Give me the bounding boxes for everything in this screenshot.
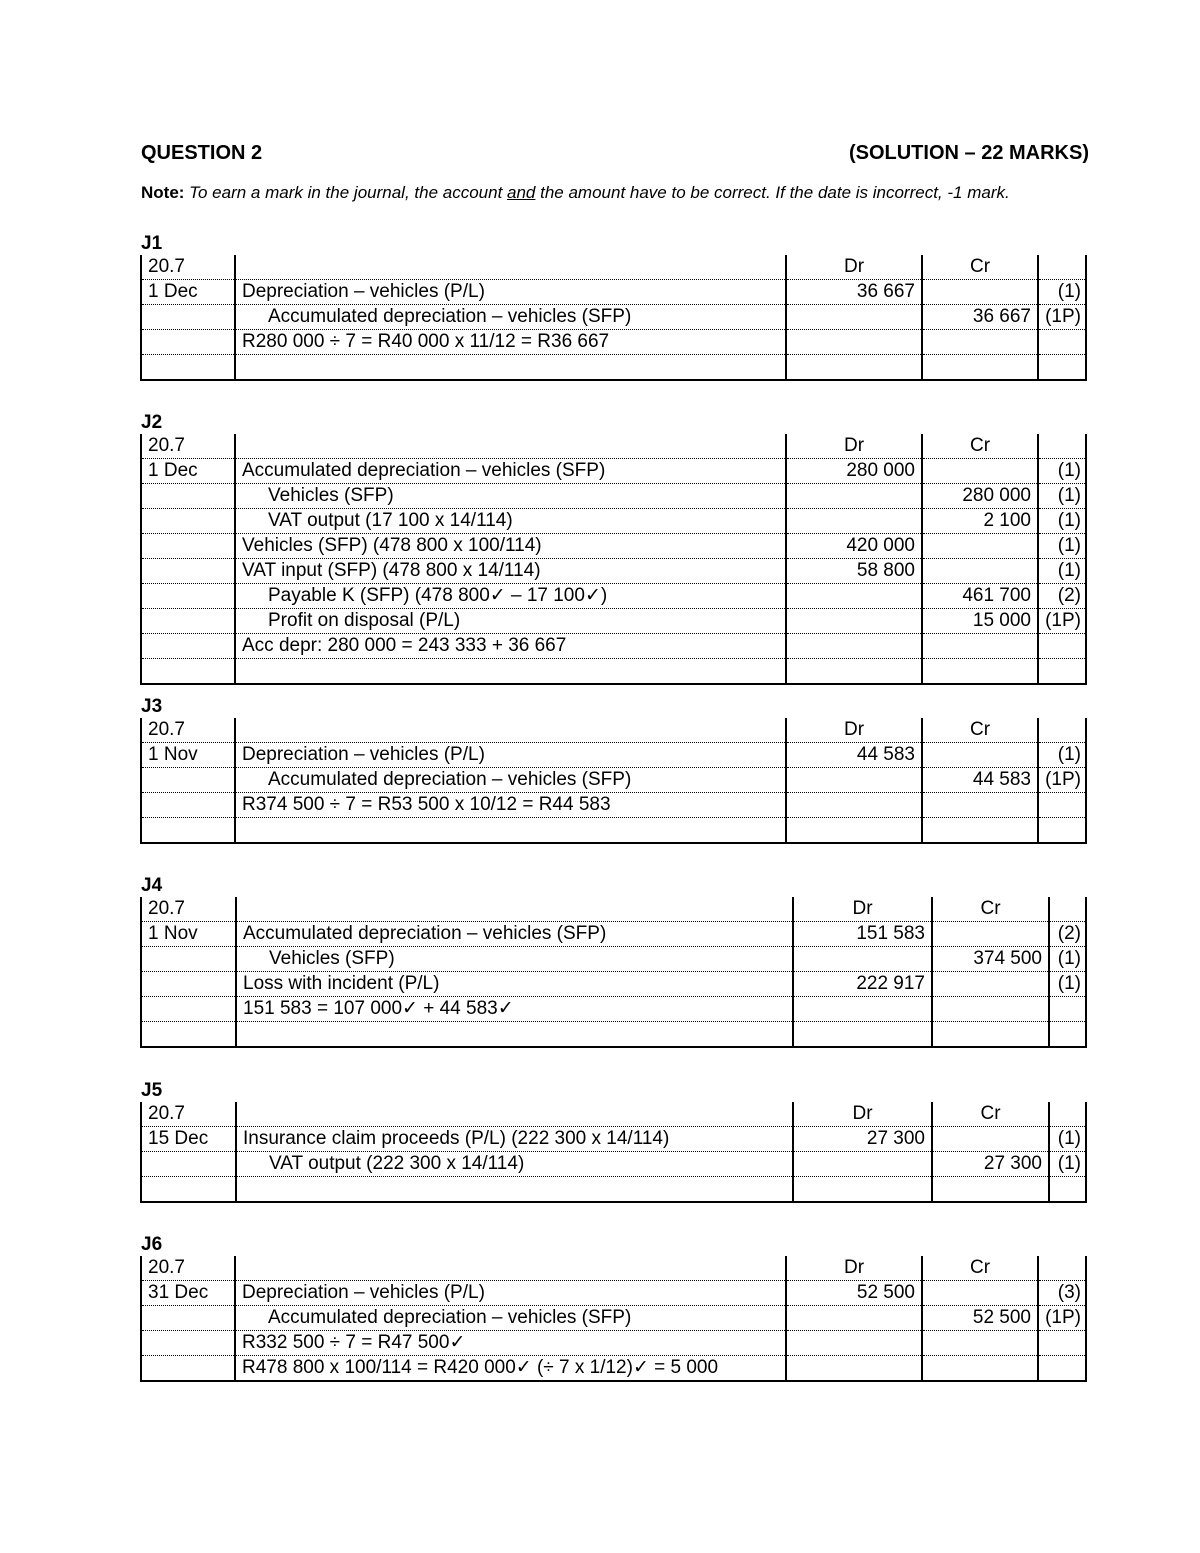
journal-row <box>141 947 1086 972</box>
entry-mark: (1) <box>1038 559 1086 584</box>
description-header <box>236 897 793 922</box>
entry-description: VAT output (222 300 x 14/114) <box>236 1152 793 1177</box>
debit-amount <box>786 509 922 534</box>
credit-amount <box>922 280 1038 305</box>
credit-amount <box>922 330 1038 355</box>
credit-amount <box>922 559 1038 584</box>
credit-amount <box>922 459 1038 484</box>
entry-mark <box>1038 659 1086 685</box>
debit-amount <box>786 793 922 818</box>
journal-label-j6: J6 <box>141 1234 163 1255</box>
credit-header: Cr <box>922 434 1038 459</box>
year-header: 20.7 <box>141 1102 236 1127</box>
entry-mark <box>1049 1177 1086 1203</box>
entry-date <box>141 972 236 997</box>
journal-header-row <box>141 1102 1086 1127</box>
entry-description: Accumulated depreciation – vehicles (SFP) <box>235 459 786 484</box>
debit-amount <box>786 584 922 609</box>
debit-amount <box>793 997 932 1022</box>
journal-table-j1 <box>140 255 1087 381</box>
credit-amount: 27 300 <box>932 1152 1049 1177</box>
entry-mark: (1) <box>1038 459 1086 484</box>
credit-header: Cr <box>932 1102 1049 1127</box>
entry-date <box>141 484 235 509</box>
marking-note <box>141 181 1086 205</box>
debit-amount: 420 000 <box>786 534 922 559</box>
entry-description: Vehicles (SFP) (478 800 x 100/114) <box>235 534 786 559</box>
note-underlined: and <box>507 183 536 202</box>
credit-header: Cr <box>922 718 1038 743</box>
journal-row <box>141 1331 1086 1356</box>
marks-header <box>1038 434 1086 459</box>
note-text-after: the amount have to be correct. If the date is incorrect, -1 mark. <box>535 183 1010 202</box>
entry-date <box>141 330 235 355</box>
entry-date: 31 Dec <box>141 1281 235 1306</box>
entry-mark: (1) <box>1049 972 1086 997</box>
year-header: 20.7 <box>141 718 235 743</box>
debit-amount: 222 917 <box>793 972 932 997</box>
note-text-before: To earn a mark in the journal, the account <box>184 183 508 202</box>
journal-header-row <box>141 1256 1086 1281</box>
journal-row <box>141 1152 1086 1177</box>
journal-label-j3: J3 <box>141 696 163 717</box>
debit-amount <box>793 947 932 972</box>
journal-row <box>141 355 1086 381</box>
entry-date <box>141 768 235 793</box>
journal-row <box>141 768 1086 793</box>
debit-header: Dr <box>793 897 932 922</box>
entry-mark <box>1038 330 1086 355</box>
journal-label-j5: J5 <box>141 1080 163 1101</box>
journal-table-j4 <box>140 897 1087 1048</box>
credit-amount <box>932 997 1049 1022</box>
credit-amount <box>932 1177 1049 1203</box>
note-label: Note: <box>141 183 185 202</box>
question-title: QUESTION 2 <box>141 142 263 164</box>
journal-row <box>141 584 1086 609</box>
entry-date <box>141 634 235 659</box>
journal-row <box>141 1177 1086 1203</box>
marks-header <box>1038 1256 1086 1281</box>
debit-amount <box>786 609 922 634</box>
credit-amount <box>922 634 1038 659</box>
entry-mark: (1) <box>1038 534 1086 559</box>
journal-row <box>141 330 1086 355</box>
entry-mark <box>1038 634 1086 659</box>
credit-amount <box>932 972 1049 997</box>
debit-amount <box>786 484 922 509</box>
entry-date <box>141 1152 236 1177</box>
year-header: 20.7 <box>141 434 235 459</box>
journal-row <box>141 459 1086 484</box>
entry-mark: (2) <box>1049 922 1086 947</box>
credit-amount: 280 000 <box>922 484 1038 509</box>
credit-amount <box>922 1356 1038 1382</box>
debit-amount <box>786 818 922 844</box>
entry-date: 1 Nov <box>141 922 236 947</box>
credit-amount <box>922 743 1038 768</box>
entry-mark: (1P) <box>1038 305 1086 330</box>
journal-header-row <box>141 897 1086 922</box>
entry-mark <box>1049 1022 1086 1048</box>
debit-amount <box>793 1177 932 1203</box>
credit-amount <box>932 1127 1049 1152</box>
journal-row <box>141 634 1086 659</box>
entry-date <box>141 793 235 818</box>
debit-amount <box>786 768 922 793</box>
debit-amount <box>786 1306 922 1331</box>
year-header: 20.7 <box>141 255 235 280</box>
entry-date <box>141 559 235 584</box>
entry-date <box>141 355 235 381</box>
entry-date <box>141 947 236 972</box>
entry-description: Loss with incident (P/L) <box>236 972 793 997</box>
journal-row <box>141 818 1086 844</box>
description-header <box>235 255 786 280</box>
debit-header: Dr <box>786 1256 922 1281</box>
debit-amount <box>793 1152 932 1177</box>
entry-date <box>141 659 235 685</box>
entry-mark <box>1038 793 1086 818</box>
entry-description <box>235 355 786 381</box>
entry-description: R332 500 ÷ 7 = R47 500✓ <box>235 1331 786 1356</box>
entry-mark: (1) <box>1049 947 1086 972</box>
entry-description: R478 800 x 100/114 = R420 000✓ (÷ 7 x 1/12)✓ = 5 000 <box>235 1356 786 1382</box>
journal-row <box>141 559 1086 584</box>
entry-mark <box>1038 1356 1086 1382</box>
debit-amount <box>786 1331 922 1356</box>
marks-header <box>1049 897 1086 922</box>
journal-label-j2: J2 <box>141 412 163 433</box>
entry-date <box>141 534 235 559</box>
entry-description: Acc depr: 280 000 = 243 333 + 36 667 <box>235 634 786 659</box>
credit-amount: 36 667 <box>922 305 1038 330</box>
entry-mark: (1P) <box>1038 609 1086 634</box>
credit-amount <box>922 355 1038 381</box>
credit-amount <box>922 818 1038 844</box>
debit-amount: 151 583 <box>793 922 932 947</box>
debit-amount: 36 667 <box>786 280 922 305</box>
entry-description: VAT input (SFP) (478 800 x 14/114) <box>235 559 786 584</box>
entry-date <box>141 997 236 1022</box>
entry-date <box>141 305 235 330</box>
debit-amount: 52 500 <box>786 1281 922 1306</box>
journal-row <box>141 743 1086 768</box>
entry-mark: (1) <box>1038 280 1086 305</box>
entry-description: R374 500 ÷ 7 = R53 500 x 10/12 = R44 583 <box>235 793 786 818</box>
entry-description: Profit on disposal (P/L) <box>235 609 786 634</box>
journal-header-row <box>141 718 1086 743</box>
entry-mark: (1) <box>1038 484 1086 509</box>
entry-description: Depreciation – vehicles (P/L) <box>235 280 786 305</box>
entry-mark <box>1038 818 1086 844</box>
entry-date: 1 Dec <box>141 459 235 484</box>
entry-description: Insurance claim proceeds (P/L) (222 300 x 14/114) <box>236 1127 793 1152</box>
journal-table-j2 <box>140 434 1087 685</box>
debit-amount: 44 583 <box>786 743 922 768</box>
journal-row <box>141 1356 1086 1382</box>
entry-date <box>141 584 235 609</box>
entry-date <box>141 1356 235 1382</box>
entry-date: 15 Dec <box>141 1127 236 1152</box>
journal-header-row <box>141 255 1086 280</box>
debit-header: Dr <box>786 255 922 280</box>
entry-description: Vehicles (SFP) <box>236 947 793 972</box>
journal-label-j1: J1 <box>141 233 163 254</box>
entry-description: Accumulated depreciation – vehicles (SFP) <box>235 768 786 793</box>
marks-header <box>1049 1102 1086 1127</box>
credit-header: Cr <box>922 255 1038 280</box>
journal-row <box>141 1022 1086 1048</box>
entry-mark <box>1038 355 1086 381</box>
credit-amount <box>922 534 1038 559</box>
journal-row <box>141 280 1086 305</box>
entry-description: Payable K (SFP) (478 800✓ – 17 100✓) <box>235 584 786 609</box>
credit-amount <box>922 659 1038 685</box>
entry-description <box>236 1177 793 1203</box>
year-header: 20.7 <box>141 897 236 922</box>
entry-date <box>141 1331 235 1356</box>
marks-header <box>1038 255 1086 280</box>
debit-amount: 58 800 <box>786 559 922 584</box>
debit-header: Dr <box>786 434 922 459</box>
description-header <box>235 718 786 743</box>
journal-row <box>141 922 1086 947</box>
credit-amount: 15 000 <box>922 609 1038 634</box>
journal-row <box>141 534 1086 559</box>
credit-amount <box>932 922 1049 947</box>
entry-description: Depreciation – vehicles (P/L) <box>235 1281 786 1306</box>
entry-date <box>141 1022 236 1048</box>
entry-description: Vehicles (SFP) <box>235 484 786 509</box>
journal-row <box>141 484 1086 509</box>
entry-description <box>235 818 786 844</box>
journal-row <box>141 609 1086 634</box>
entry-mark: (1) <box>1038 509 1086 534</box>
journal-row <box>141 1127 1086 1152</box>
journal-row <box>141 1281 1086 1306</box>
journal-table-j5 <box>140 1102 1087 1203</box>
debit-amount <box>786 330 922 355</box>
credit-amount <box>932 1022 1049 1048</box>
journal-row <box>141 972 1086 997</box>
journal-row <box>141 997 1086 1022</box>
debit-header: Dr <box>786 718 922 743</box>
entry-mark: (1P) <box>1038 1306 1086 1331</box>
debit-amount: 27 300 <box>793 1127 932 1152</box>
debit-amount: 280 000 <box>786 459 922 484</box>
entry-mark: (1) <box>1038 743 1086 768</box>
entry-date <box>141 1177 236 1203</box>
entry-date: 1 Nov <box>141 743 235 768</box>
debit-amount <box>786 659 922 685</box>
entry-mark: (2) <box>1038 584 1086 609</box>
entry-description: R280 000 ÷ 7 = R40 000 x 11/12 = R36 667 <box>235 330 786 355</box>
marks-header <box>1038 718 1086 743</box>
debit-header: Dr <box>793 1102 932 1127</box>
description-header <box>235 1256 786 1281</box>
journal-label-j4: J4 <box>141 875 163 896</box>
entry-date <box>141 509 235 534</box>
entry-description: Accumulated depreciation – vehicles (SFP) <box>236 922 793 947</box>
entry-description <box>236 1022 793 1048</box>
entry-description: Depreciation – vehicles (P/L) <box>235 743 786 768</box>
solution-marks: (SOLUTION – 22 MARKS) <box>848 142 1089 164</box>
entry-description: 151 583 = 107 000✓ + 44 583✓ <box>236 997 793 1022</box>
credit-amount: 461 700 <box>922 584 1038 609</box>
entry-mark: (1P) <box>1038 768 1086 793</box>
debit-amount <box>786 634 922 659</box>
entry-date <box>141 818 235 844</box>
credit-amount <box>922 1281 1038 1306</box>
credit-header: Cr <box>922 1256 1038 1281</box>
entry-description <box>235 659 786 685</box>
entry-description: Accumulated depreciation – vehicles (SFP) <box>235 305 786 330</box>
credit-header: Cr <box>932 897 1049 922</box>
credit-amount: 44 583 <box>922 768 1038 793</box>
credit-amount <box>922 793 1038 818</box>
entry-description: Accumulated depreciation – vehicles (SFP) <box>235 1306 786 1331</box>
journal-row <box>141 793 1086 818</box>
entry-mark: (1) <box>1049 1152 1086 1177</box>
journal-row <box>141 509 1086 534</box>
entry-mark <box>1038 1331 1086 1356</box>
question-header <box>141 142 1089 165</box>
entry-description: VAT output (17 100 x 14/114) <box>235 509 786 534</box>
debit-amount <box>786 355 922 381</box>
description-header <box>236 1102 793 1127</box>
entry-mark: (3) <box>1038 1281 1086 1306</box>
journal-header-row <box>141 434 1086 459</box>
year-header: 20.7 <box>141 1256 235 1281</box>
entry-date <box>141 609 235 634</box>
credit-amount <box>922 1331 1038 1356</box>
journal-row <box>141 305 1086 330</box>
credit-amount: 374 500 <box>932 947 1049 972</box>
entry-date: 1 Dec <box>141 280 235 305</box>
debit-amount <box>786 1356 922 1382</box>
entry-date <box>141 1306 235 1331</box>
credit-amount: 2 100 <box>922 509 1038 534</box>
entry-mark <box>1049 997 1086 1022</box>
journal-table-j6 <box>140 1256 1087 1382</box>
journal-row <box>141 1306 1086 1331</box>
debit-amount <box>786 305 922 330</box>
description-header <box>235 434 786 459</box>
journal-row <box>141 659 1086 685</box>
debit-amount <box>793 1022 932 1048</box>
entry-mark: (1) <box>1049 1127 1086 1152</box>
credit-amount: 52 500 <box>922 1306 1038 1331</box>
journal-table-j3 <box>140 718 1087 844</box>
